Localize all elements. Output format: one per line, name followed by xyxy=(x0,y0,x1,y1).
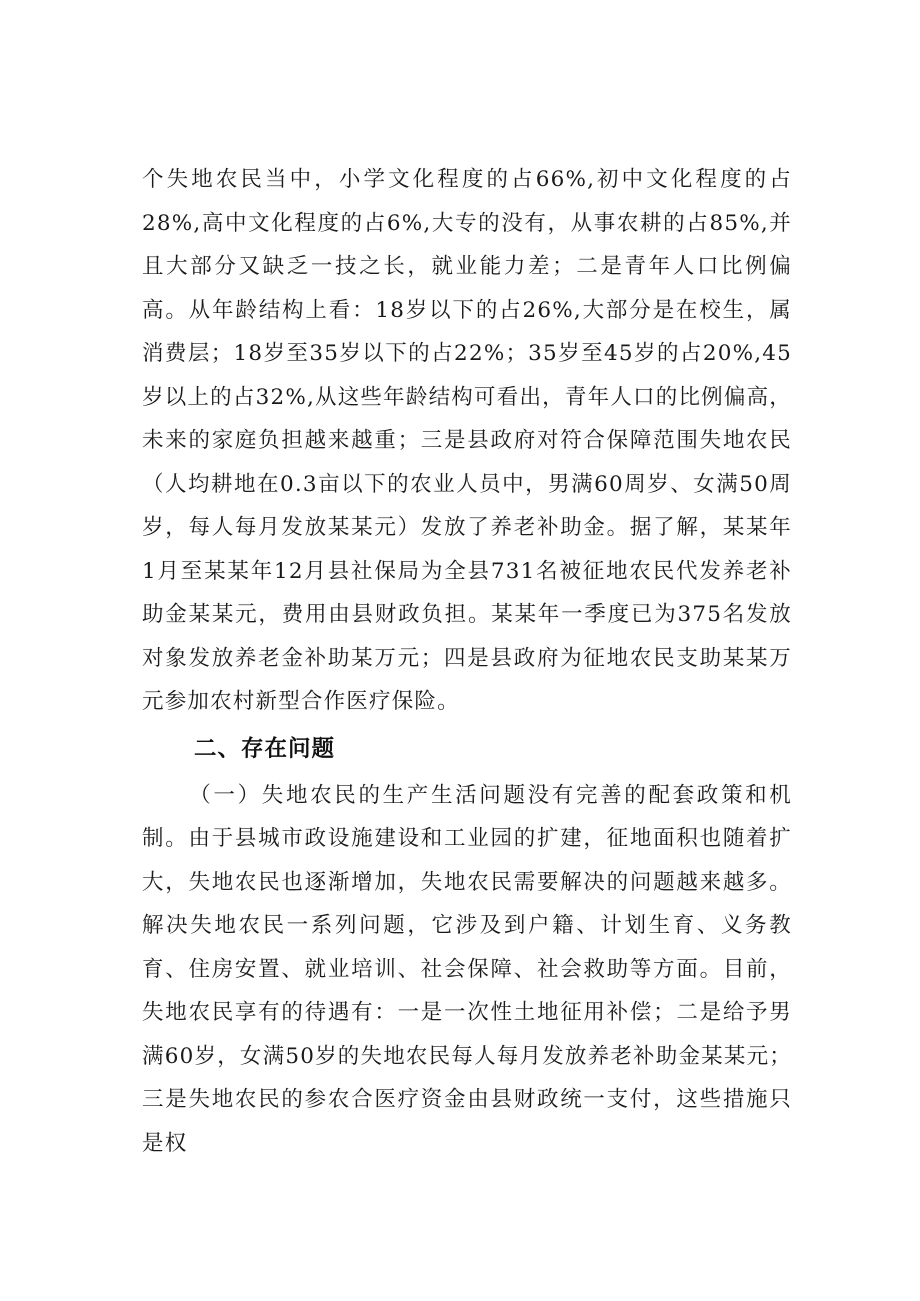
document-body xyxy=(142,158,792,1165)
section-heading: 二、存在问题 xyxy=(194,735,336,762)
body-paragraph-problems: （一）失地农民的生产生活问题没有完善的配套政策和机制。由于县城市政设施建设和工业园的扩建，征地面积也随着扩大，失地农民也逐渐增加，失地农民需要解决的问题越来越多。解决失地农民一系列问题，它涉及到户籍、计划生育、义务教育、住房安置、就业培训、社会保障、社会救助等方面。目前，失地农民享有的待遇有：一是一次性土地征用补偿；二是给予男满60岁，女满50岁的失地农民每人每月发放养老补助金某某元；三是失地农民的参农合医疗资金由县财政统一支付，这些措施只是权 xyxy=(142,782,792,1156)
body-paragraph-continued: 个失地农民当中，小学文化程度的占66%,初中文化程度的占28%,高中文化程度的占6%,大专的没有，从事农耕的占85%,并且大部分又缺乏一技之长，就业能力差；二是青年人口比例偏高。从年龄结构上看：18岁以下的占26%,大部分是在校生，属消费层；18岁至35岁以下的占22%；35岁至45岁的占20%,45岁以上的占32%,从这些年龄结构可看出，青年人口的比例偏高，未来的家庭负担越来越重；三是县政府对符合保障范围失地农民（人均耕地在0.3亩以下的农业人员中，男满60周岁、女满50周岁，每人每月发放某某元）发放了养老补助金。据了解，某某年1月至某某年12月县社保局为全县731名被征地农民代发养老补助金某某元，费用由县财政负担。某某年一季度已为375名发放对象发放养老金补助某万元；四是县政府为征地农民支助某某万元参加农村新型合作医疗保险。 xyxy=(142,167,792,714)
